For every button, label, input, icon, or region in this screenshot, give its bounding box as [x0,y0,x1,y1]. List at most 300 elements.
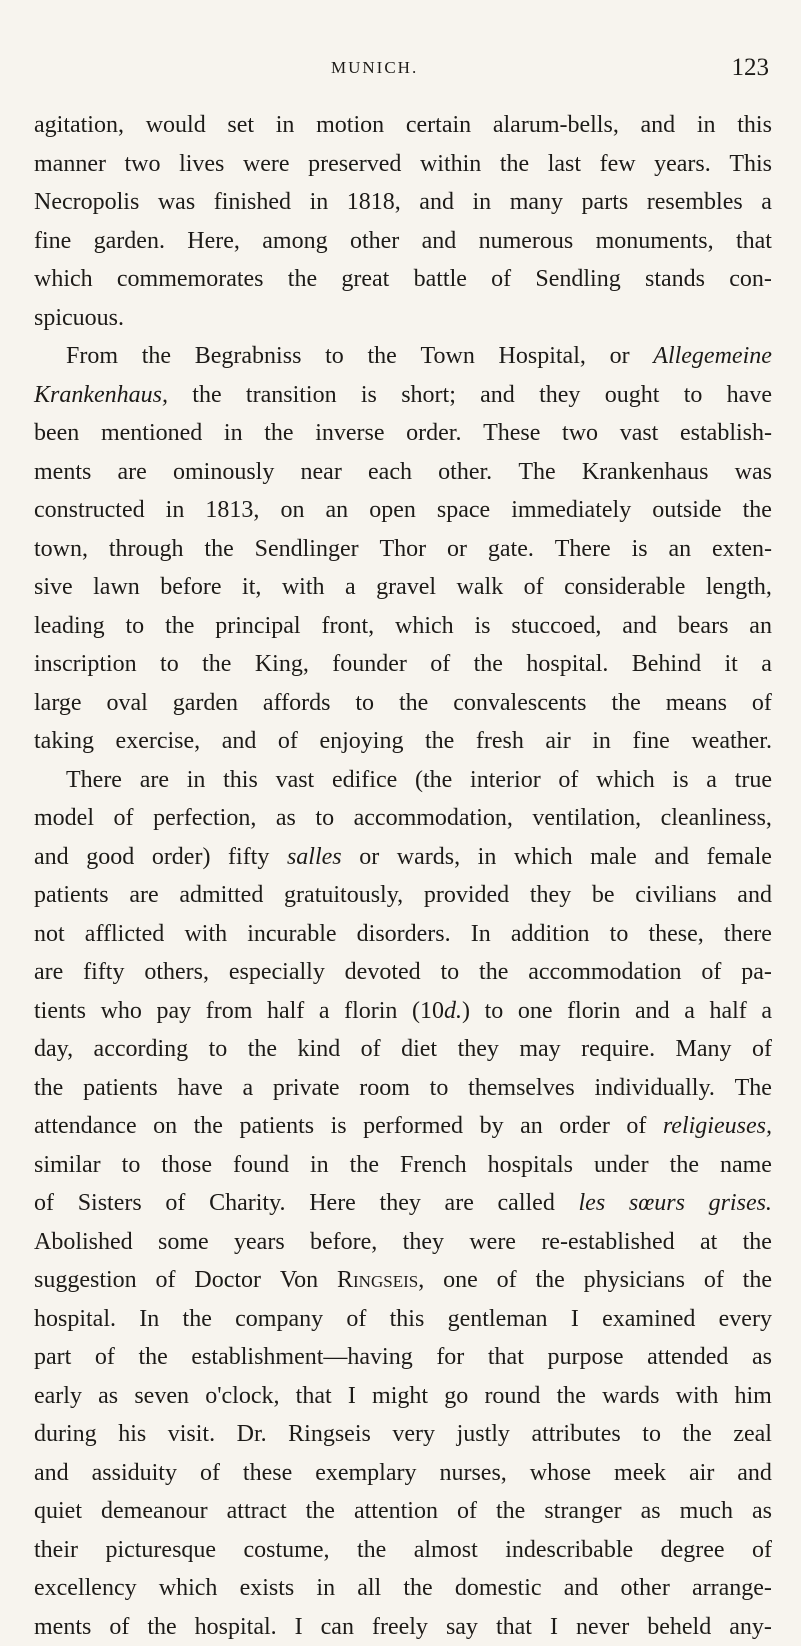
word: indescribable [505,1531,633,1570]
word: and [422,222,457,261]
word: to [684,376,703,415]
text-line [34,1184,772,1223]
word: the [500,145,529,184]
text-line [34,376,772,415]
text-line [34,876,772,915]
word: florin [344,992,397,1031]
word: all [357,1569,381,1608]
word: taking [34,722,94,761]
word: lawn [93,568,140,607]
word: admitted [179,876,263,915]
text-line [34,1030,772,1069]
text-line [34,1377,772,1416]
word: of [34,1184,54,1223]
word: to [122,1146,141,1185]
text-line [34,1492,772,1531]
word: (10d.) [412,992,470,1031]
word: Many [676,1030,732,1069]
word: from [206,992,253,1031]
text-line [34,491,772,530]
word: was [158,183,195,222]
text-line [34,992,772,1031]
word: ventilation, [532,799,641,838]
word: an [668,530,691,569]
word: and [641,106,676,145]
word: space [437,491,490,530]
word: physicians [584,1261,685,1300]
word: whose [530,1454,591,1493]
word: female [707,838,772,877]
word: fifty [83,953,124,992]
word: the [248,1030,277,1069]
word: according [94,1030,189,1069]
word: which [159,1569,218,1608]
word: the [350,1146,379,1185]
word: fresh [476,722,524,761]
text-line [34,145,772,184]
text-line [34,645,772,684]
word: to [485,992,504,1031]
word: bears [678,607,729,646]
word: seven [134,1377,189,1416]
word: his [118,1415,146,1454]
word: they [458,1030,499,1069]
word: of [109,1608,129,1646]
word: which [395,607,454,646]
word: immediately [511,491,631,530]
word: of [95,1338,115,1377]
word: Sendling [535,260,620,299]
word: very [392,1415,435,1454]
word: is [331,1107,347,1146]
word: an [749,607,772,646]
text-line [34,530,772,569]
word: Dr. [237,1415,267,1454]
text-line [34,915,772,954]
word: the [367,337,396,376]
word: would [146,106,206,145]
word: and [564,1569,599,1608]
word: quiet [34,1492,82,1531]
word: others, [144,953,209,992]
word: numerous [479,222,574,261]
word: half [267,992,304,1031]
word: for [436,1338,464,1377]
word: in [472,183,491,222]
word: order [559,1107,610,1146]
word: on [153,1107,177,1146]
word: disorders. [357,915,451,954]
word: 1818, [347,183,401,222]
word: constructed [34,491,145,530]
word: that [488,1338,524,1377]
word: I [571,1300,579,1339]
word: excellency [34,1569,137,1608]
word: and [622,607,657,646]
word: individually. [594,1069,714,1108]
word: of [200,1454,220,1493]
text-line [34,607,772,646]
word: is [673,761,689,800]
word: near [301,453,342,492]
word: the [535,1261,564,1300]
word: the [183,1300,212,1339]
word: him [735,1377,772,1416]
word: attract [227,1492,287,1531]
word: There [66,761,122,800]
word: other. [438,453,492,492]
word: in [310,183,329,222]
word: a [706,761,717,800]
word: years [234,1223,285,1262]
word: and [654,838,689,877]
word: accommodation, [354,799,513,838]
word: re-established [541,1223,674,1262]
word: were [469,1223,516,1262]
word: resembles [647,183,743,222]
word: in [592,722,611,761]
word: and [222,722,257,761]
word: means [666,684,727,723]
word: (the [415,761,452,800]
text-line [34,1531,772,1570]
word: with [676,1377,719,1416]
word: in [697,106,716,145]
word: the [743,491,772,530]
word: sœurs [629,1184,685,1223]
word: a [761,645,772,684]
word: establishment—having [191,1338,412,1377]
word: monuments, [596,222,714,261]
word: the [474,645,503,684]
word: of [430,645,450,684]
word: true [735,761,772,800]
word: Thor [379,530,426,569]
word: edifice [332,761,397,800]
word: zeal [733,1415,772,1454]
word: domestic [455,1569,542,1608]
word: say [446,1608,478,1646]
word: among [262,222,327,261]
word: addition [511,915,590,954]
word: themselves [468,1069,575,1108]
word: stuccoed, [511,607,601,646]
word: gratuitously, [284,876,403,915]
word: motion [316,106,384,145]
word: alarum-bells, [493,106,619,145]
word: agitation, [34,106,124,145]
word: as [98,1377,118,1416]
word: o'clock, [205,1377,279,1416]
word: might [372,1377,428,1416]
word: as [641,1492,661,1531]
word: are [445,1184,474,1223]
word: walk [457,568,504,607]
word: vast [620,414,659,453]
word: of [704,1261,724,1300]
running-title: MUNICH. [331,58,418,78]
word: that [496,1608,532,1646]
word: les [579,1184,606,1223]
word: few [600,145,636,184]
word: devoted [345,953,421,992]
word: other [621,1569,670,1608]
word: parts [582,183,629,222]
word: a [319,992,330,1031]
word: I [295,1608,303,1646]
word: ought [605,376,660,415]
word: picturesque [105,1531,216,1570]
word: town, [34,530,88,569]
word: early [34,1377,82,1416]
word: perfection, [153,799,256,838]
word: set [227,106,254,145]
word: and [737,1454,772,1493]
word: any- [729,1608,772,1646]
word: is [475,607,491,646]
word: and [480,376,515,415]
word: the [204,530,233,569]
word: to [160,645,179,684]
word: pa- [741,953,772,992]
word: purpose [547,1338,623,1377]
word: they [380,1184,421,1223]
text-line [34,1300,772,1339]
word: of [752,1531,772,1570]
word: of [497,1261,517,1300]
running-head [0,58,801,88]
word: to [610,915,629,954]
word: room [359,1069,410,1108]
word: through [109,530,184,569]
word: gravel [376,568,436,607]
word: French [400,1146,467,1185]
word: this [390,1300,425,1339]
word: a [345,568,356,607]
word: garden. [94,222,165,261]
word: grises. [709,1184,772,1223]
word: degree [661,1531,725,1570]
word: to [209,1030,228,1069]
word: oval [106,684,147,723]
word: wards, [397,838,460,877]
word: assiduity [92,1454,177,1493]
word: not [34,915,65,954]
word: this [223,761,258,800]
word: battle [414,260,467,299]
word: as [752,1492,772,1531]
word: each [368,453,412,492]
word: can [321,1608,354,1646]
word: one [518,992,553,1031]
word: may [519,1030,560,1069]
word: on [280,491,304,530]
word: they [403,1223,444,1262]
word: of [278,722,298,761]
word: never [576,1608,629,1646]
word: incurable [247,915,336,954]
text-line [34,1454,772,1493]
word: Here, [187,222,240,261]
word: which [514,838,573,877]
word: afflicted [85,915,165,954]
word: which [34,260,93,299]
body-text [34,106,772,1646]
word: Necropolis [34,183,139,222]
word: at [700,1223,717,1262]
word: the [192,376,221,415]
text-line [34,1223,772,1262]
word: and [34,838,69,877]
word: outside [652,491,721,530]
word: hospital. [195,1608,277,1646]
text-line [34,722,772,761]
word: with [184,915,227,954]
word: the [202,645,231,684]
word: From [66,337,118,376]
word: affords [263,684,331,723]
text-line [34,222,772,261]
word: of [346,1300,366,1339]
text-line [34,799,772,838]
word: to [642,1415,661,1454]
page-number: 123 [732,54,770,82]
word: the [34,1069,63,1108]
word: was [735,453,772,492]
text-line [34,260,772,299]
word: of [558,761,578,800]
word: weather. [691,722,772,761]
word: exten- [712,530,772,569]
word: Ringseis [288,1415,371,1454]
word: the [403,1569,432,1608]
word: the [194,1107,223,1146]
word: In [139,1300,159,1339]
word: patients [239,1107,314,1146]
word: last [548,145,581,184]
word: in [224,414,243,453]
word: front, [321,607,374,646]
word: there [724,915,772,954]
word: establish- [680,414,772,453]
word: Charity. [209,1184,285,1223]
word: of [457,1492,477,1531]
word: as [276,799,296,838]
word: and [737,876,772,915]
text-line [34,1261,772,1300]
word: the [288,260,317,299]
word: especially [229,953,325,992]
word: have [177,1069,222,1108]
word: the [557,1377,586,1416]
word: an [325,491,348,530]
word: commemorates [117,260,264,299]
word: visit. [168,1415,215,1454]
word: have [727,376,772,415]
word: are [34,953,63,992]
word: of [524,568,544,607]
word: male [590,838,637,877]
text-line [34,1569,772,1608]
word: cleanliness, [661,799,772,838]
word: pay [157,992,192,1031]
word: justly [457,1415,510,1454]
word: some [158,1223,209,1262]
word: enjoying [319,722,403,761]
word: been [34,414,79,453]
word: spicuous. [34,299,124,338]
text-line [34,684,772,723]
word: attended [647,1338,728,1377]
word: garden [173,684,238,723]
word: length, [706,568,772,607]
word: or [610,337,630,376]
word: Ringseis, [337,1261,424,1300]
text-line [34,838,772,877]
word: who [101,992,142,1031]
word: it [724,645,737,684]
word: ments [34,453,91,492]
text-line [34,453,772,492]
word: preserved [308,145,401,184]
word: sive [34,568,73,607]
word: principal [215,607,300,646]
word: one [443,1261,478,1300]
text-line [34,414,772,453]
word: of [361,1030,381,1069]
word: finished [214,183,291,222]
word: of [165,1184,185,1223]
word: freely [372,1608,428,1646]
word: model [34,799,94,838]
word: transition [246,376,337,415]
word: The [518,453,555,492]
word: examined [602,1300,695,1339]
word: to [355,684,374,723]
word: The [735,1069,772,1108]
word: Doctor [194,1261,261,1300]
word: they [530,876,571,915]
word: require. [581,1030,655,1069]
text-line [34,761,772,800]
word: interior [470,761,541,800]
word: There [555,530,611,569]
word: provided [424,876,509,915]
word: company [235,1300,323,1339]
word: exists [240,1569,295,1608]
word: almost [414,1531,478,1570]
word: that [296,1377,332,1416]
word: and [34,1454,69,1493]
word: a [243,1069,254,1108]
word: short; [401,376,456,415]
word: to [315,799,334,838]
text-line [34,299,772,338]
text-line [34,337,772,376]
word: arrange- [692,1569,772,1608]
word: hospital. [526,645,608,684]
word: they [539,376,580,415]
word: in [478,838,497,877]
text-line [34,1338,772,1377]
word: the [743,1223,772,1262]
word: the [264,414,293,453]
word: with [282,568,325,607]
word: part [34,1338,71,1377]
word: name [720,1146,772,1185]
word: the [425,722,454,761]
word: a [684,992,695,1031]
